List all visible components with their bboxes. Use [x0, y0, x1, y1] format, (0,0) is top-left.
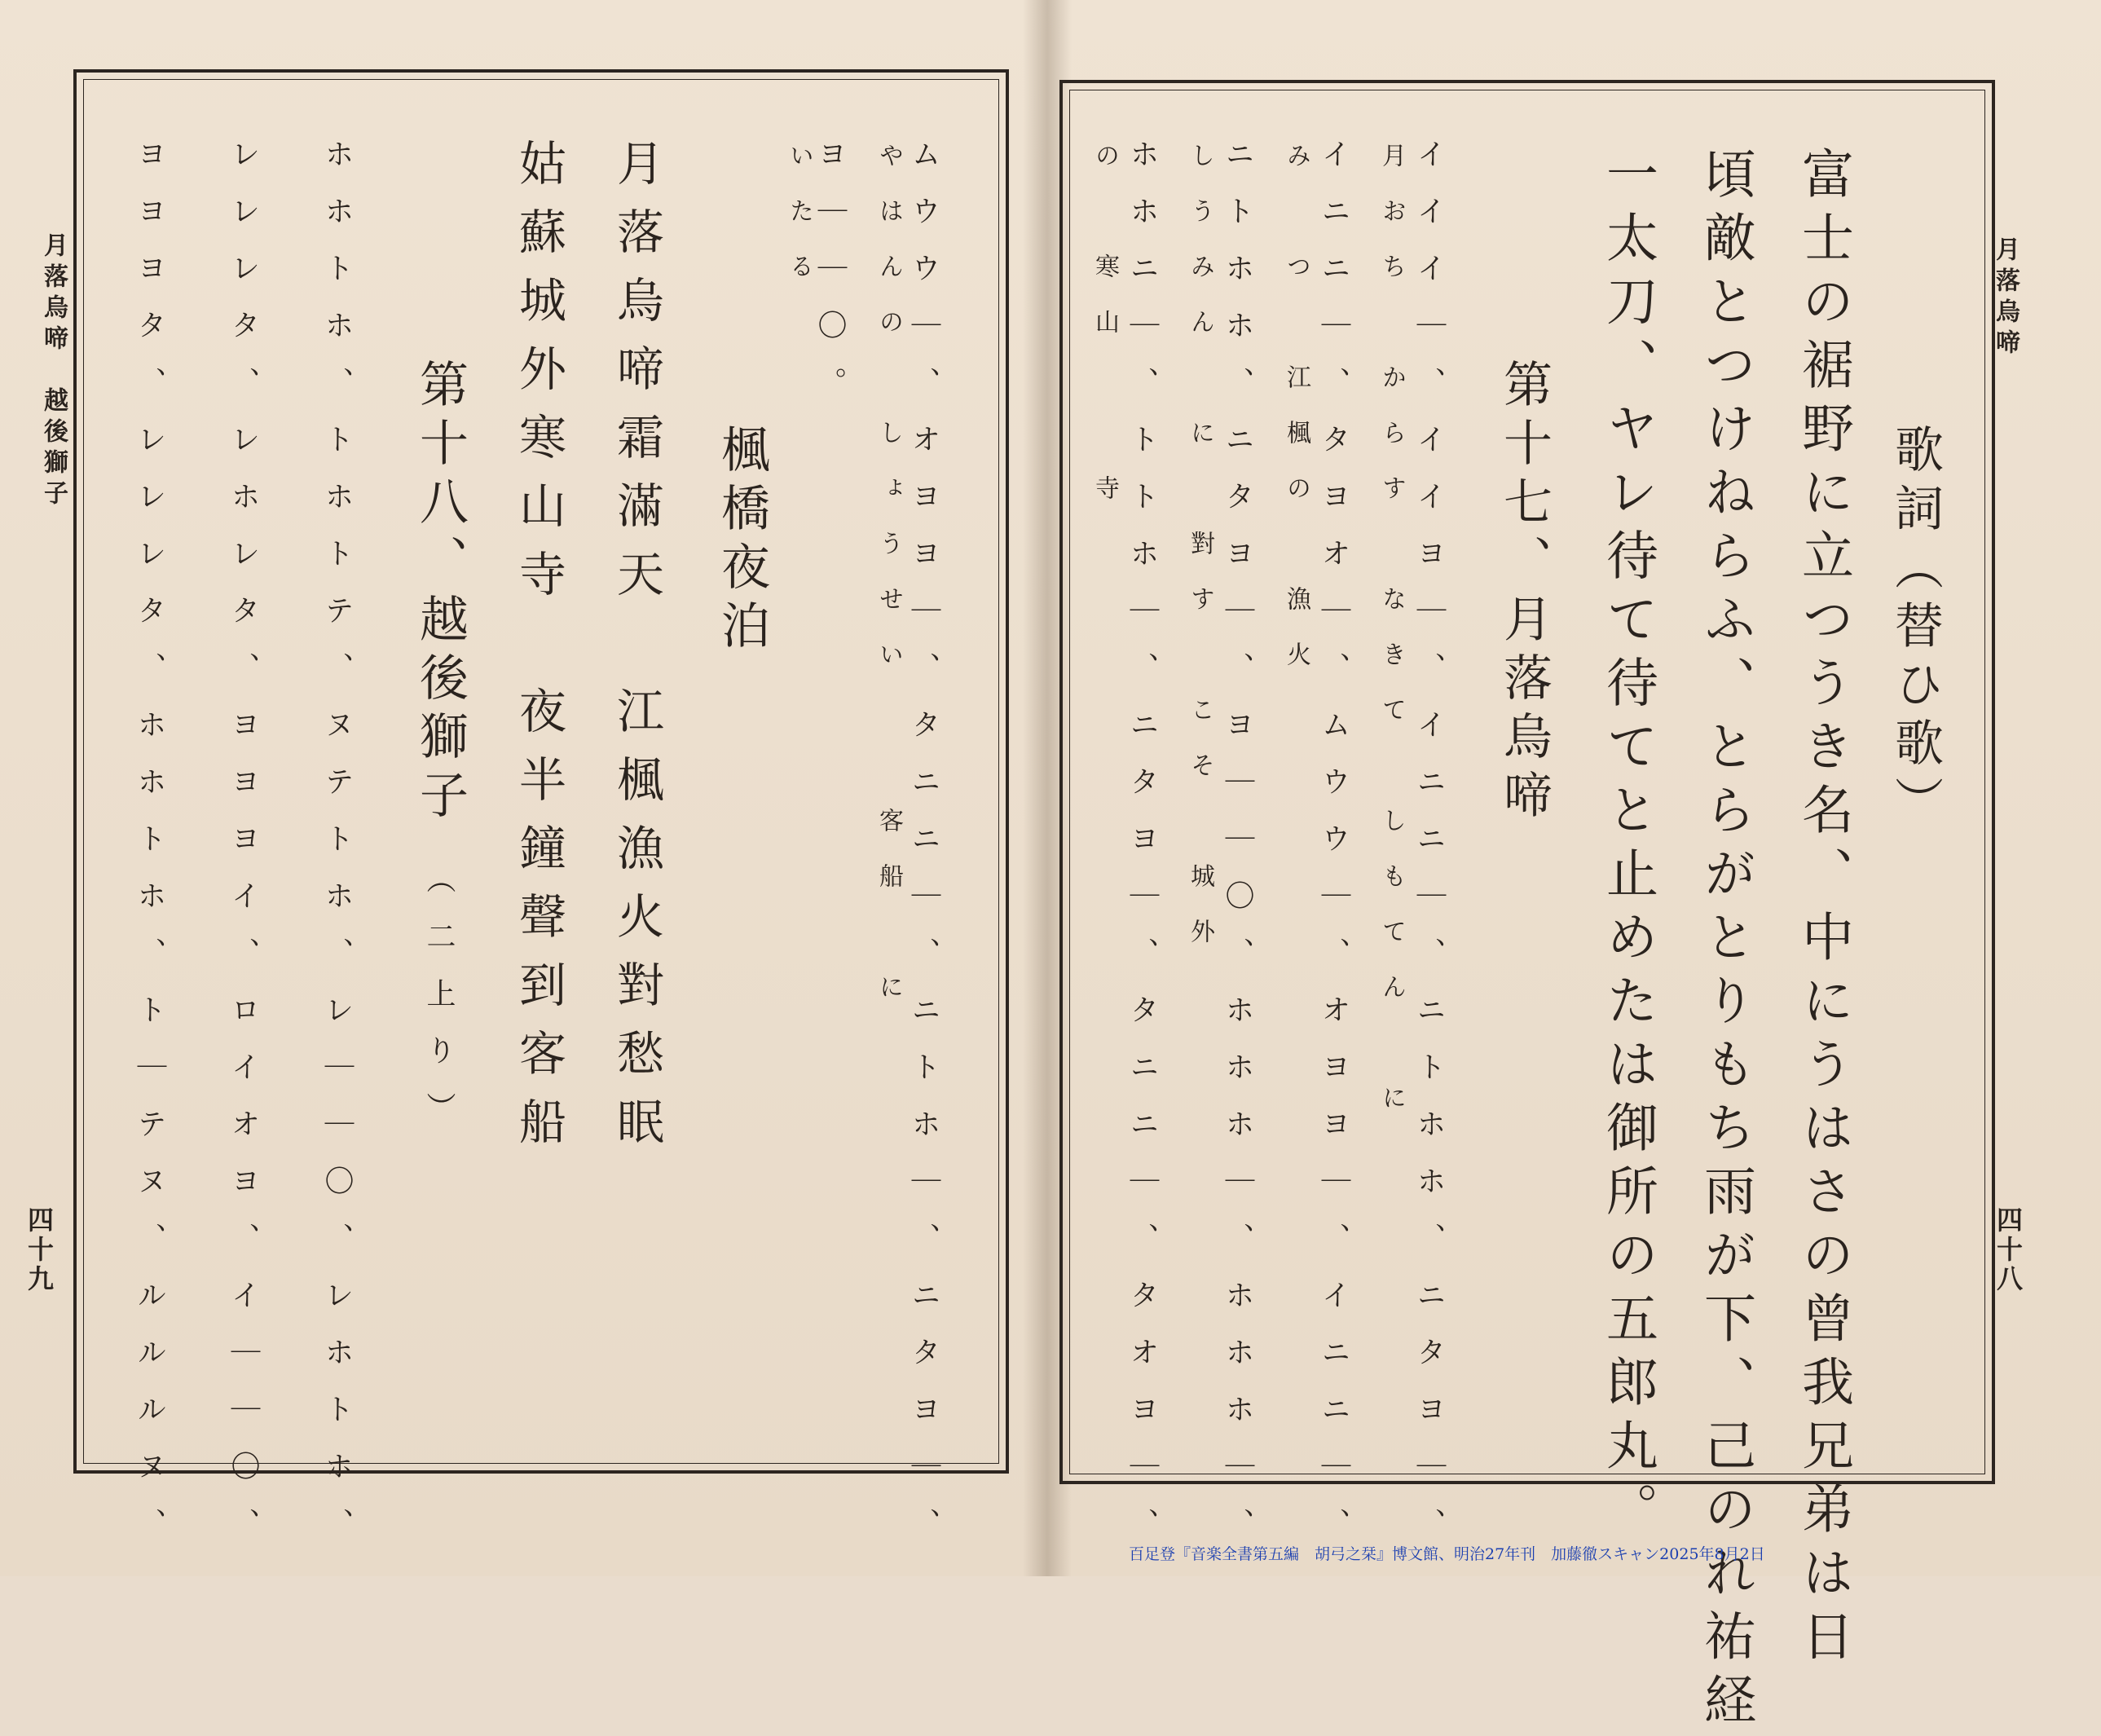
right-page-number: 四十八 [1993, 1206, 2024, 1294]
notation-column-17-1: イイイ｜、イイヨ｜、イニニ｜、ニトホホ、ニタヨ｜、 [1412, 139, 1446, 1565]
poem-line-2: 姑蘇城外寒山寺 夜半鐘聲到客船 [511, 139, 566, 1165]
notation-column-18-1: ホホトホ、トホトテ、ヌテトホ、レ｜｜〇、レホトホ、 [320, 139, 354, 1565]
left-running-head: 月落烏啼 越後獅子 [39, 232, 68, 511]
lyric-underlay-17-3: しうみん に 對す こそ 城外 [1186, 143, 1214, 974]
scan-credit: 百足登『音楽全書第五編 胡弓之栞』博文館、明治27年刊 加藤徹スキャン2025年8月2日 [1129, 1545, 1765, 1563]
notation-column-18-3: ヨヨヨタ、レレレタ、ホホトホ、ト｜テヌ、ルルルヌ、 [133, 139, 166, 1565]
left-page-number: 四十九 [24, 1206, 55, 1294]
poem-title: 楓橋夜泊 [713, 424, 770, 659]
notation-column-17-3: ニトホホ、ニタヨ｜、ヨ｜｜〇、ホホホ｜、ホホホ｜、 [1221, 139, 1254, 1565]
lyric-line-2: 頃敵とつけねらふ、とらがとりもち雨が下、己のれ祐経 [1695, 147, 1755, 1736]
lyric-underlay-17-1: 月おち からす なきて しもてん に [1377, 143, 1406, 1140]
lyric-line-1: 富士の裾野に立つうき名、中にうはさの曾我兄弟は日 [1793, 147, 1853, 1672]
notation-column-cont-2: ヨ｜｜〇。 [813, 139, 847, 424]
notation-column-18-2: レレレタ、レホレタ、ヨヨヨイ、ロイオヨ、イ｜｜〇、 [227, 139, 260, 1565]
lyric-underlay-cont-2: いたる [785, 143, 813, 309]
lyric-line-3: 一太刀、ヤレ待て待てと止めたは御所の五郎丸。 [1597, 147, 1658, 1545]
lyric-underlay-17-2: み つ 江楓の 漁火 [1282, 143, 1310, 752]
poem-line-1: 月落烏啼霜滿天 江楓漁火對愁眠 [609, 139, 664, 1165]
section-17-heading: 第十七、月落烏啼 [1495, 359, 1553, 828]
notation-column-17-4: ホホニ｜、トトホ｜、ニタヨ｜、タニニ｜、タオヨ｜、 [1125, 139, 1159, 1565]
lyric-underlay-cont-1: やはんの しょうせい 客船 に [874, 143, 903, 1029]
lyric-underlay-17-4: の 寒山 寺 [1090, 143, 1119, 531]
notation-column-cont-1: ムウウ｜、オヨヨ｜、タニニ｜、ニトホ｜、ニタヨ｜、 [907, 139, 940, 1565]
right-running-head: 月落烏啼 [1991, 236, 2020, 360]
section-18-heading: 第十八、越後獅子 [412, 359, 469, 828]
section-18-tuning: （二上り） [422, 864, 456, 1149]
lyrics-heading: 歌詞（替ひ歌） [1887, 424, 1944, 835]
notation-column-17-2: イニニ｜、タヨオ｜、ムウウ｜、オヨヨ｜、イニニ｜、 [1317, 139, 1350, 1565]
